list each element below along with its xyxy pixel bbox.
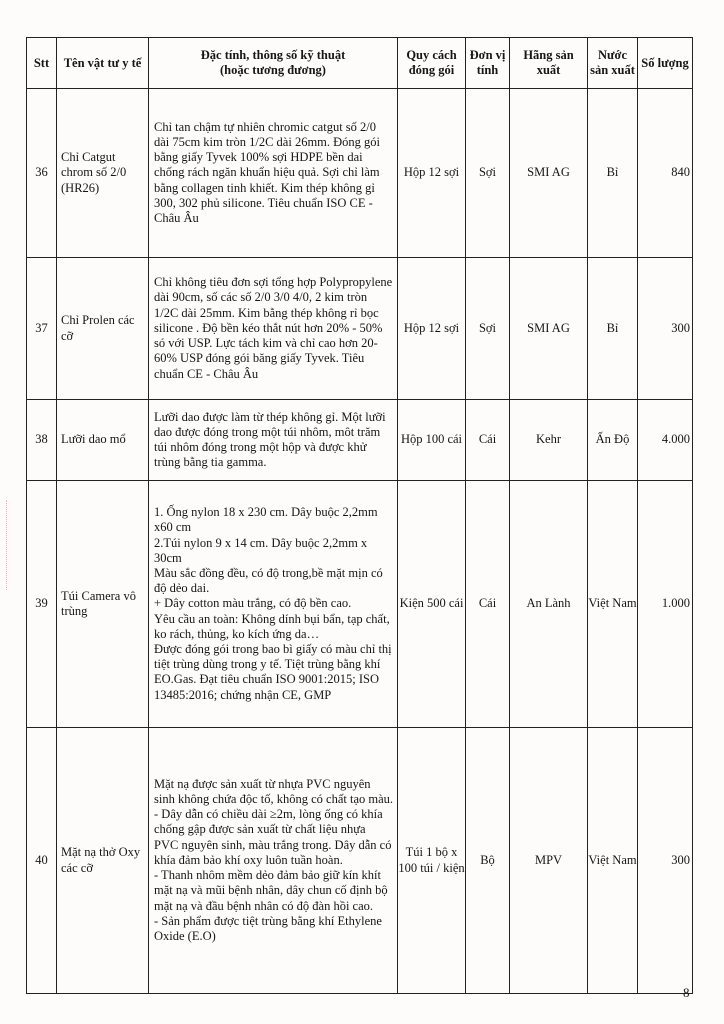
header-unit: Đơn vị tính xyxy=(466,38,510,89)
header-stt: Stt xyxy=(27,38,57,89)
header-spec-line2: (hoặc tương đương) xyxy=(220,63,326,77)
cell-unit: Bộ xyxy=(466,728,510,994)
supply-table xyxy=(26,37,693,994)
spec-paragraph: Yêu cầu an toàn: Không dính bụi bẩn, tạp chất, ko rách, thủng, ko kích ứng da… xyxy=(154,611,390,641)
margin-pen-mark xyxy=(6,500,8,590)
spec-paragraph: Màu sắc đồng đều, có độ trong,bề mặt mịn có độ dẻo dai. xyxy=(154,565,383,596)
document-page xyxy=(26,37,692,994)
cell-unit: Sợi xyxy=(466,258,510,400)
cell-packing: Hộp 12 sợi xyxy=(398,89,466,258)
cell-name: Chỉ Catgut chrom số 2/0 (HR26) xyxy=(57,89,149,258)
table-row xyxy=(27,89,693,258)
spec-paragraph: - Sản phẩm được tiệt trùng bằng khí Ethylene Oxide (E.O) xyxy=(154,913,382,943)
cell-maker: MPV xyxy=(510,728,588,994)
table-header-row xyxy=(27,38,693,89)
cell-stt: 37 xyxy=(27,258,57,400)
cell-country: Bỉ xyxy=(588,89,638,258)
table-row xyxy=(27,728,693,994)
table-row xyxy=(27,481,693,728)
cell-stt: 36 xyxy=(27,89,57,258)
cell-qty: 840 xyxy=(638,89,693,258)
cell-maker: Kehr xyxy=(510,400,588,481)
cell-packing: Hộp 100 cái xyxy=(398,400,466,481)
cell-packing: Túi 1 bộ x 100 túi / kiện xyxy=(398,728,466,994)
cell-maker: SMI AG xyxy=(510,89,588,258)
cell-spec xyxy=(149,400,398,481)
cell-packing: Hộp 12 sợi xyxy=(398,258,466,400)
table-row xyxy=(27,400,693,481)
spec-paragraph: Chỉ không tiêu đơn sợi tổng hợp Polypropylene dài 90cm, số các số 2/0 3/0 4/0, 2 kim tròn 1/2C dài 25mm. Kim bằng thép không rỉ bọc silicone . Độ bền kéo thắt nút hơn 20% - 50% só với USP. Lực tách kim và chỉ cao hơn 20-60% USP đóng gói băng giấy Tyvek. Tiêu chuẩn CE - Châu Âu xyxy=(154,275,393,381)
header-packing: Quy cách đóng gói xyxy=(398,38,466,89)
cell-unit: Cái xyxy=(466,481,510,728)
cell-name: Lưỡi dao mổ xyxy=(57,400,149,481)
header-name: Tên vật tư y tế xyxy=(57,38,149,89)
page-number: 8 xyxy=(683,985,690,1000)
header-spec-line1: Đặc tính, thông số kỹ thuật xyxy=(200,48,346,62)
cell-unit: Sợi xyxy=(466,89,510,258)
spec-paragraph: Lưỡi dao được làm từ thép không gỉ. Một lưỡi dao được đóng trong một túi nhôm, môt trăm túi nhôm đóng trong một hộp và được khử trùng bằng tia gamma. xyxy=(154,409,386,470)
header-spec xyxy=(149,38,398,89)
spec-paragraph: 1. Ống nylon 18 x 230 cm. Dây buộc 2,2mm x60 cm xyxy=(154,505,378,535)
spec-paragraph: - Dây dẫn có chiều dài ≥2m, lòng ống có khía chống gập được sản xuất từ chất liệu nhựa PVC nguyên sinh, màu trắng trong. Dây dẫn có khía đảm bảo khí oxy luôn tuần hoàn. xyxy=(154,807,392,867)
cell-packing: Kiện 500 cái xyxy=(398,481,466,728)
cell-qty: 300 xyxy=(638,728,693,994)
spec-paragraph: 2.Túi nylon 9 x 14 cm. Dây buộc 2,2mm x 30cm xyxy=(154,535,368,565)
cell-stt: 38 xyxy=(27,400,57,481)
spec-paragraph: Được đóng gói trong bao bì giấy có màu chỉ thị tiệt trùng dùng trong y tế. Tiệt trùng bằng khí EO.Gas. Đạt tiêu chuẩn ISO 9001:2015; ISO 13485:2016; chứng nhận CE, GMP xyxy=(154,642,392,702)
header-country: Nước sản xuất xyxy=(588,38,638,89)
cell-qty: 4.000 xyxy=(638,400,693,481)
cell-name: Chỉ Prolen các cỡ xyxy=(57,258,149,400)
cell-name: Mặt nạ thở Oxy các cỡ xyxy=(57,728,149,994)
cell-stt: 40 xyxy=(27,728,57,994)
cell-country: Việt Nam xyxy=(588,728,638,994)
cell-spec xyxy=(149,258,398,400)
cell-maker: SMI AG xyxy=(510,258,588,400)
cell-unit: Cái xyxy=(466,400,510,481)
spec-paragraph: - Thanh nhôm mềm dẻo đảm bảo giữ kín khít mặt nạ và mũi bệnh nhân, dây chun cố định bộ mặt nạ và đầu bệnh nhân có độ đàn hồi cao. xyxy=(154,868,388,913)
spec-paragraph: Chỉ tan chậm tự nhiên chromic catgut số 2/0 dài 75cm kim tròn 1/2C dài 26mm. Đóng gói bằng giấy Tyvek 100% sợi HDPE bền dai chống rách ngăn khuẩn hiệu quả. Sợi chỉ làm bằng collagen tinh khiết. Kim thép không gỉ 300, 302 phủ silicone. Tiêu chuẩn ISO CE - Châu Âu xyxy=(154,119,381,225)
header-qty: Số lượng xyxy=(638,38,693,89)
cell-qty: 1.000 xyxy=(638,481,693,728)
cell-country: Việt Nam xyxy=(588,481,638,728)
header-maker: Hãng sản xuất xyxy=(510,38,588,89)
cell-maker: An Lành xyxy=(510,481,588,728)
table-row xyxy=(27,258,693,400)
cell-spec xyxy=(149,481,398,728)
spec-paragraph: + Dây cotton màu trắng, có độ bền cao. xyxy=(154,596,352,611)
cell-country: Bỉ xyxy=(588,258,638,400)
cell-spec xyxy=(149,89,398,258)
cell-spec xyxy=(149,728,398,994)
cell-stt: 39 xyxy=(27,481,57,728)
cell-country: Ấn Độ xyxy=(588,400,638,481)
spec-paragraph: Mặt nạ được sản xuất từ nhựa PVC nguyên sinh không chứa độc tố, không có chất tạo màu. xyxy=(154,776,394,807)
cell-qty: 300 xyxy=(638,258,693,400)
cell-name: Túi Camera vô trùng xyxy=(57,481,149,728)
